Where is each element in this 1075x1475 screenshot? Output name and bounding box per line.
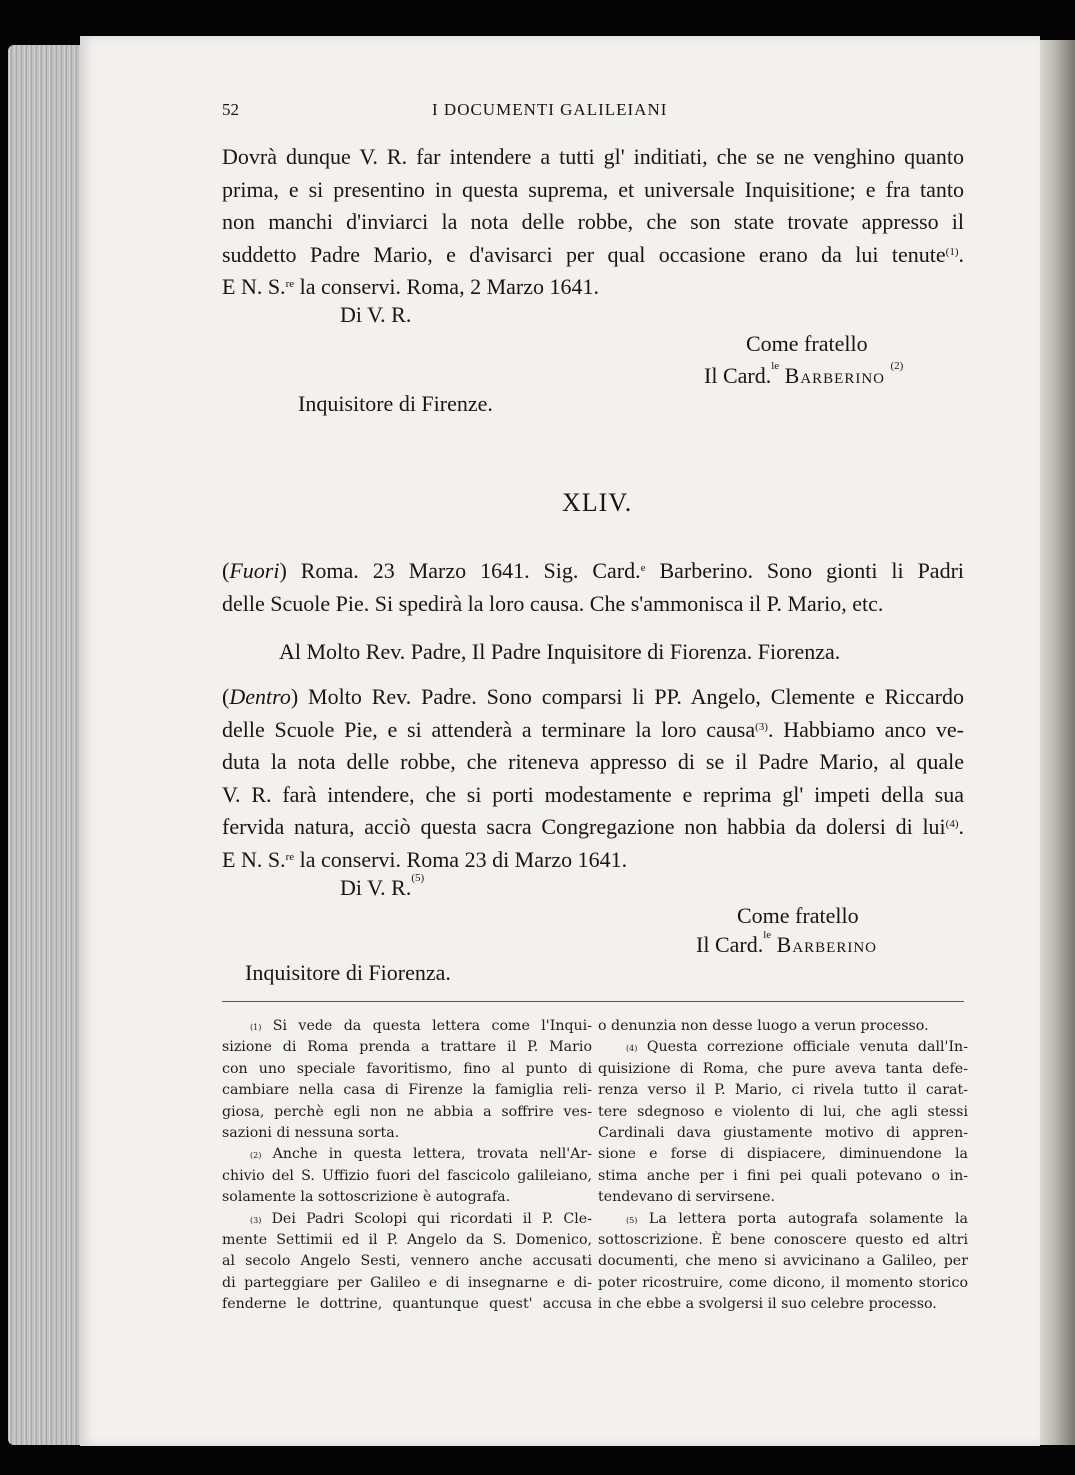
footnote-line: $^{(2)}$ Anche in questa lettera, trovata nell'Ar- — [250, 1146, 592, 1163]
footnote-ref: (4) — [945, 818, 959, 831]
footnote-line: di parteggiare per Galileo e di insegnarne e di- — [222, 1274, 592, 1291]
footnote-ref: (5) — [411, 872, 425, 884]
footnote-line: solamente la sottoscrizione è autografa. — [222, 1189, 511, 1206]
footnote-line: documenti, che meno si avvicinano a Galileo, per — [598, 1253, 968, 1270]
text-line: delle Scuole Pie. Si spedirà la loro causa. Che s'ammonisca il P. Mario, etc. — [222, 590, 884, 616]
signature: Il Card.$^{le}$ Barberino — [696, 929, 877, 957]
footnote-line: Cardinali dava giustamente motivo di appren- — [598, 1125, 968, 1142]
footnote-line: con uno speciale favoritismo, fino al punto di — [222, 1060, 592, 1077]
footnote-line: sazioni di nessuna sorta. — [222, 1125, 400, 1142]
salutation: Di V. R.$^{(5)}$ — [340, 872, 425, 900]
book-page-edges — [8, 45, 86, 1445]
text-line: duta la nota delle robbe, che riteneva appresso di se il Padre Mario, al quale — [222, 749, 964, 775]
text-line: (Dentro) Molto Rev. Padre. Sono comparsi li PP. Angelo, Clemente e Riccardo — [222, 684, 964, 709]
text-line: E N. S.$^{re}$ la conservi. Roma 23 di Marzo 1641. — [222, 846, 628, 872]
footnote-line: chivio del S. Uffizio fuori del fascicolo galileiano, — [222, 1167, 592, 1184]
page-header — [222, 100, 967, 130]
section-number: XLIV. — [562, 488, 633, 517]
footnote-line: giosa, perchè egli non ne abbia a soffrire ves- — [222, 1103, 592, 1120]
footnote-line: sizione di Roma prenda a trattare il P. Mario — [222, 1039, 592, 1056]
running-title: I DOCUMENTI GALILEIANI — [432, 100, 668, 119]
signature: Il Card.$^{le}$ Barberino $^{(2)}$ — [704, 360, 904, 388]
text-line: delle Scuole Pie, e si attenderà a terminare la loro causa$^{(3)}$. Habbiamo anco ve- — [222, 716, 964, 742]
footnote-line: renza verso il P. Mario, ci rivela tutto il carat- — [598, 1082, 968, 1099]
footnote-line: in che ebbe a svolgersi il suo celebre processo. — [598, 1296, 937, 1313]
footnote-ref: (2) — [890, 360, 904, 372]
address-line: Al Molto Rev. Padre, Il Padre Inquisitore di Fiorenza. Fiorenza. — [279, 639, 841, 664]
addressee: Inquisitore di Firenze. — [298, 391, 493, 416]
footnote-line: tendevano di servirsene. — [598, 1189, 776, 1206]
footnote-line: fenderne le dottrine, quantunque quest' accusa — [222, 1296, 592, 1313]
footnote-ref: (1) — [945, 245, 959, 258]
footnote-line: poter ricostruire, come dicono, il momento storico — [598, 1274, 968, 1291]
footnote-line: tere sdegnoso e violento di lui, che agli stessi — [598, 1103, 968, 1120]
text-line: suddetto Padre Mario, e d'avisarci per qual occasione erano da lui tenute$^{(1)}$. — [222, 241, 964, 267]
footnote-line: stima anche per i fini pei quali potevano o in- — [598, 1167, 968, 1184]
footnote-line: sione e forse di dispiacere, diminuendone la — [598, 1146, 968, 1163]
footnote-line: sottoscrizione. È bene conoscere questo ed altri — [598, 1232, 968, 1249]
text-line: Dovrà dunque V. R. far intendere a tutti gl' inditiati, che se ne venghino quanto — [222, 144, 964, 169]
footnote-ref: (3) — [755, 720, 768, 733]
footnote-line: $^{(1)}$ Si vede da questa lettera come l'Inqui- — [250, 1018, 593, 1034]
footnote-line: $^{(5)}$ La lettera porta autografa solamente la — [626, 1210, 968, 1227]
text-line: (Fuori) Roma. 23 Marzo 1641. Sig. Card.$^e$ Barberino. Sono gionti li Padri — [222, 558, 965, 583]
footnote-line: quisizione di Roma, che pure aveva tanta defe- — [598, 1060, 968, 1077]
page-number: 52 — [222, 100, 239, 119]
addressee: Inquisitore di Fiorenza. — [245, 960, 451, 985]
footnote-line: cambiare nella casa di Firenze la famiglia reli- — [222, 1082, 592, 1099]
footnote-rule — [222, 1001, 964, 1002]
footnote-line: $^{(3)}$ Dei Padri Scolopi qui ricordati il P. Cle- — [250, 1210, 592, 1227]
text-line: E N. S.$^{re}$ la conservi. Roma, 2 Marzo 1641. — [222, 274, 599, 300]
text-line: fervida natura, acciò questa sacra Congregazione non habbia da dolersi di lui$^{(4)}$. — [222, 814, 964, 840]
footnote-line: al secolo Angelo Sesti, vennero anche accusati — [222, 1253, 592, 1270]
text-line: non manchi d'inviarci la nota delle robbe, che son state trovate appresso il — [222, 209, 964, 235]
closing-phrase: Come fratello — [746, 331, 868, 356]
footnotes-left-column — [222, 1016, 592, 1316]
closing-phrase: Come fratello — [737, 903, 859, 928]
letter1-body — [222, 141, 964, 304]
salutation: Di V. R. — [340, 302, 412, 327]
book-gutter-edge — [1040, 40, 1075, 1445]
dentro-paragraph — [222, 681, 964, 877]
footnote-line: $^{(4)}$ Questa correzione officiale venuta dall'In- — [626, 1039, 968, 1056]
footnote-line: o denunzia non desse luogo a verun processo. — [598, 1018, 929, 1034]
text-line: prima, e si presentino in questa suprema, et universale Inquisitione; e fra tanto — [222, 176, 964, 202]
text-line: V. R. farà intendere, che si porti modestamente e reprima gl' impeti della sua — [222, 781, 964, 807]
footnote-line: mente Settimii ed il P. Angelo da S. Domenico, — [222, 1232, 592, 1249]
fuori-paragraph — [222, 555, 964, 620]
footnotes-right-column — [598, 1016, 968, 1316]
